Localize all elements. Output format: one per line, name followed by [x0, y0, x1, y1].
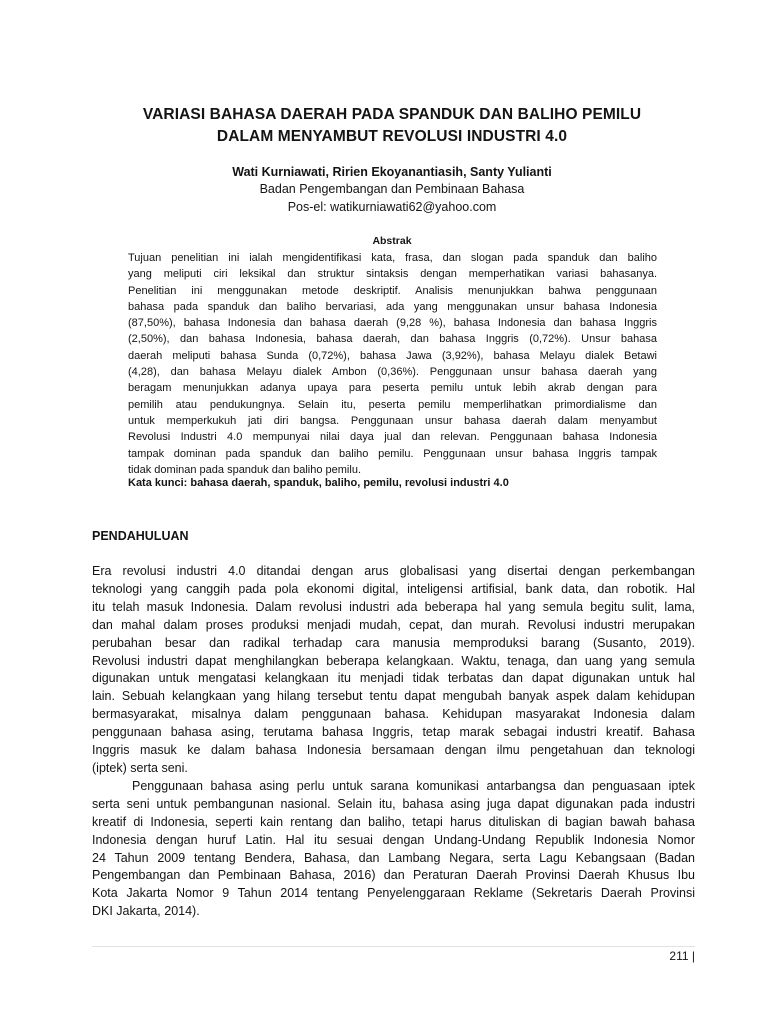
body-line: serta seni untuk pembangunan nasional. Selain itu, bahasa asing juga dapat digunakan pada industri	[92, 796, 695, 811]
body-line: dan mahal dalam proses produksi menjadi mudah, cepat, dan murah. Revolusi industri merupakan	[92, 617, 695, 632]
body-line: Era revolusi industri 4.0 ditandai dengan arus globalisasi yang disertai dengan perkembangan	[92, 564, 695, 578]
body-line: penggunaan bahasa asing, terutama bahasa Inggris, tetap marak sebagai industri kreatif. Bahasa	[92, 725, 695, 740]
body-line: lain. Sebuah kelangkaan yang hilang tersebut tentu dapat mengubah banyak aspek dalam kehidupan	[92, 689, 695, 704]
abstract-line: yang meliputi ciri leksikal dan struktur sintaksis dengan memperhatikan variasi bahasanya.	[128, 268, 657, 281]
abstract-body	[128, 250, 657, 478]
abstract-line: (87,50%), bahasa Indonesia dan bahasa daerah (9,28 %), bahasa Indonesia dan bahasa Inggris	[128, 317, 657, 330]
body-line: Revolusi industri dapat menghilangkan beberapa kelangkaan. Waktu, tenaga, dan uang yang semula	[92, 653, 695, 668]
abstract-line: (2,50%), dan bahasa Indonesia, bahasa daerah, dan bahasa Inggris (0,72%). Unsur bahasa	[128, 333, 657, 346]
body-line: kreatif di Indonesia, seperti kain rentang dan baliho, tetapi harus dituliskan di bagian bawah bahasa	[92, 814, 695, 829]
page-number: 211 |	[669, 949, 695, 963]
body-line: itu telah masuk Indonesia. Dalam revolusi industri ada beberapa hal yang semula begitu sulit, lama,	[92, 599, 695, 614]
abstract-line: pemilih atau pendukungnya. Selain itu, peserta pemilu memperlihatkan primordialisme dan	[128, 398, 657, 411]
keywords: Kata kunci: bahasa daerah, spanduk, baliho, pemilu, revolusi industri 4.0	[128, 477, 509, 489]
body-line: perubahan besar dan radikal terhadap cara manusia memproduksi barang (Susanto, 2019).	[92, 635, 695, 650]
abstract-line: untuk memperkukuh jati diri bangsa. Penggunaan unsur bahasa daerah dalam menyambut	[128, 414, 657, 427]
abstract-line: daerah meliputi bahasa Sunda (0,72%), bahasa Jawa (3,92%), bahasa Melayu dialek Betawi	[128, 349, 657, 362]
body-line: bermasyarakat, misalnya dalam penggunaan bahasa. Kehidupan masyarakat Indonesia dalam	[92, 707, 695, 722]
body-line: Kota Jakarta Nomor 9 Tahun 2014 tentang Penyelenggaraan Reklame (Sekretaris Daerah Provinsi	[92, 886, 695, 901]
abstract-line: tampak dominan pada spanduk dan baliho pemilu. Penggunaan unsur bahasa Inggris tampak	[128, 447, 657, 460]
author-list: Wati Kurniawati, Ririen Ekoyanantiasih, Santy Yulianti	[232, 165, 552, 179]
abstract-line: tidak dominan pada spanduk dan baliho pemilu.	[128, 463, 361, 476]
title-line-1: VARIASI BAHASA DAERAH PADA SPANDUK DAN BALIHO PEMILU	[142, 106, 642, 123]
footer-divider	[92, 946, 695, 947]
body-line: digunakan untuk mengatasi kelangkaan itu menjadi tidak terbatas dan dapat digunakan untuk hal	[92, 671, 695, 686]
paper-title	[92, 104, 692, 148]
abstract-line: beragam menunjukkan adanya upaya para peserta pemilu untuk lebih akrab dengan para	[128, 382, 657, 395]
abstract-line: bahasa pada spanduk dan baliho bervariasi, ada yang menggunakan unsur bahasa Indonesia	[128, 300, 657, 313]
body-line: Inggris masuk ke dalam bahasa Indonesia bersamaan dengan ilmu pengetahuan dan teknologi	[92, 743, 695, 758]
body-line: 24 Tahun 2009 tentang Bendera, Bahasa, dan Lambang Negara, serta Lagu Kebangsaan (Badan	[92, 850, 695, 865]
section-body	[92, 563, 695, 921]
body-line: DKI Jakarta, 2014).	[92, 904, 200, 919]
body-line: Penggunaan bahasa asing perlu untuk sarana komunikasi antarbangsa dan penguasaan iptek	[132, 778, 695, 793]
abstract-line: Penelitian ini menggunakan metode deskriptif. Analisis menunjukkan bahwa penggunaan	[128, 284, 657, 297]
body-line: Indonesia dengan huruf Latin. Hal itu sesuai dengan Undang-Undang Republik Indonesia Nomor	[92, 832, 695, 847]
author-email: Pos-el: watikurniawati62@yahoo.com	[287, 200, 497, 214]
body-line: Pengembangan dan Pembinaan Bahasa, 2016) dan Peraturan Daerah Provinsi Daerah Khusus Ibu	[92, 868, 695, 883]
abstract-heading: Abstrak	[372, 235, 412, 247]
title-line-2: DALAM MENYAMBUT REVOLUSI INDUSTRI 4.0	[216, 128, 568, 145]
abstract-line: Tujuan penelitian ini ialah mengidentifikasi kata, frasa, dan slogan pada spanduk dan baliho	[128, 252, 657, 264]
abstract-line: (4,28), dan bahasa Melayu dialek Ambon (0,36%). Penggunaan unsur bahasa daerah yang	[128, 366, 657, 379]
affiliation: Badan Pengembangan dan Pembinaan Bahasa	[259, 182, 525, 196]
abstract-line: Revolusi Industri 4.0 mempunyai nilai daya jual dan relevan. Penggunaan bahasa Indonesia	[128, 431, 657, 444]
body-line: (iptek) serta seni.	[92, 760, 188, 775]
section-heading: PENDAHULUAN	[92, 529, 189, 543]
body-line: teknologi yang canggih pada pola ekonomi digital, inteligensi artifisial, bank data, dan robotik. Hal	[92, 581, 695, 596]
